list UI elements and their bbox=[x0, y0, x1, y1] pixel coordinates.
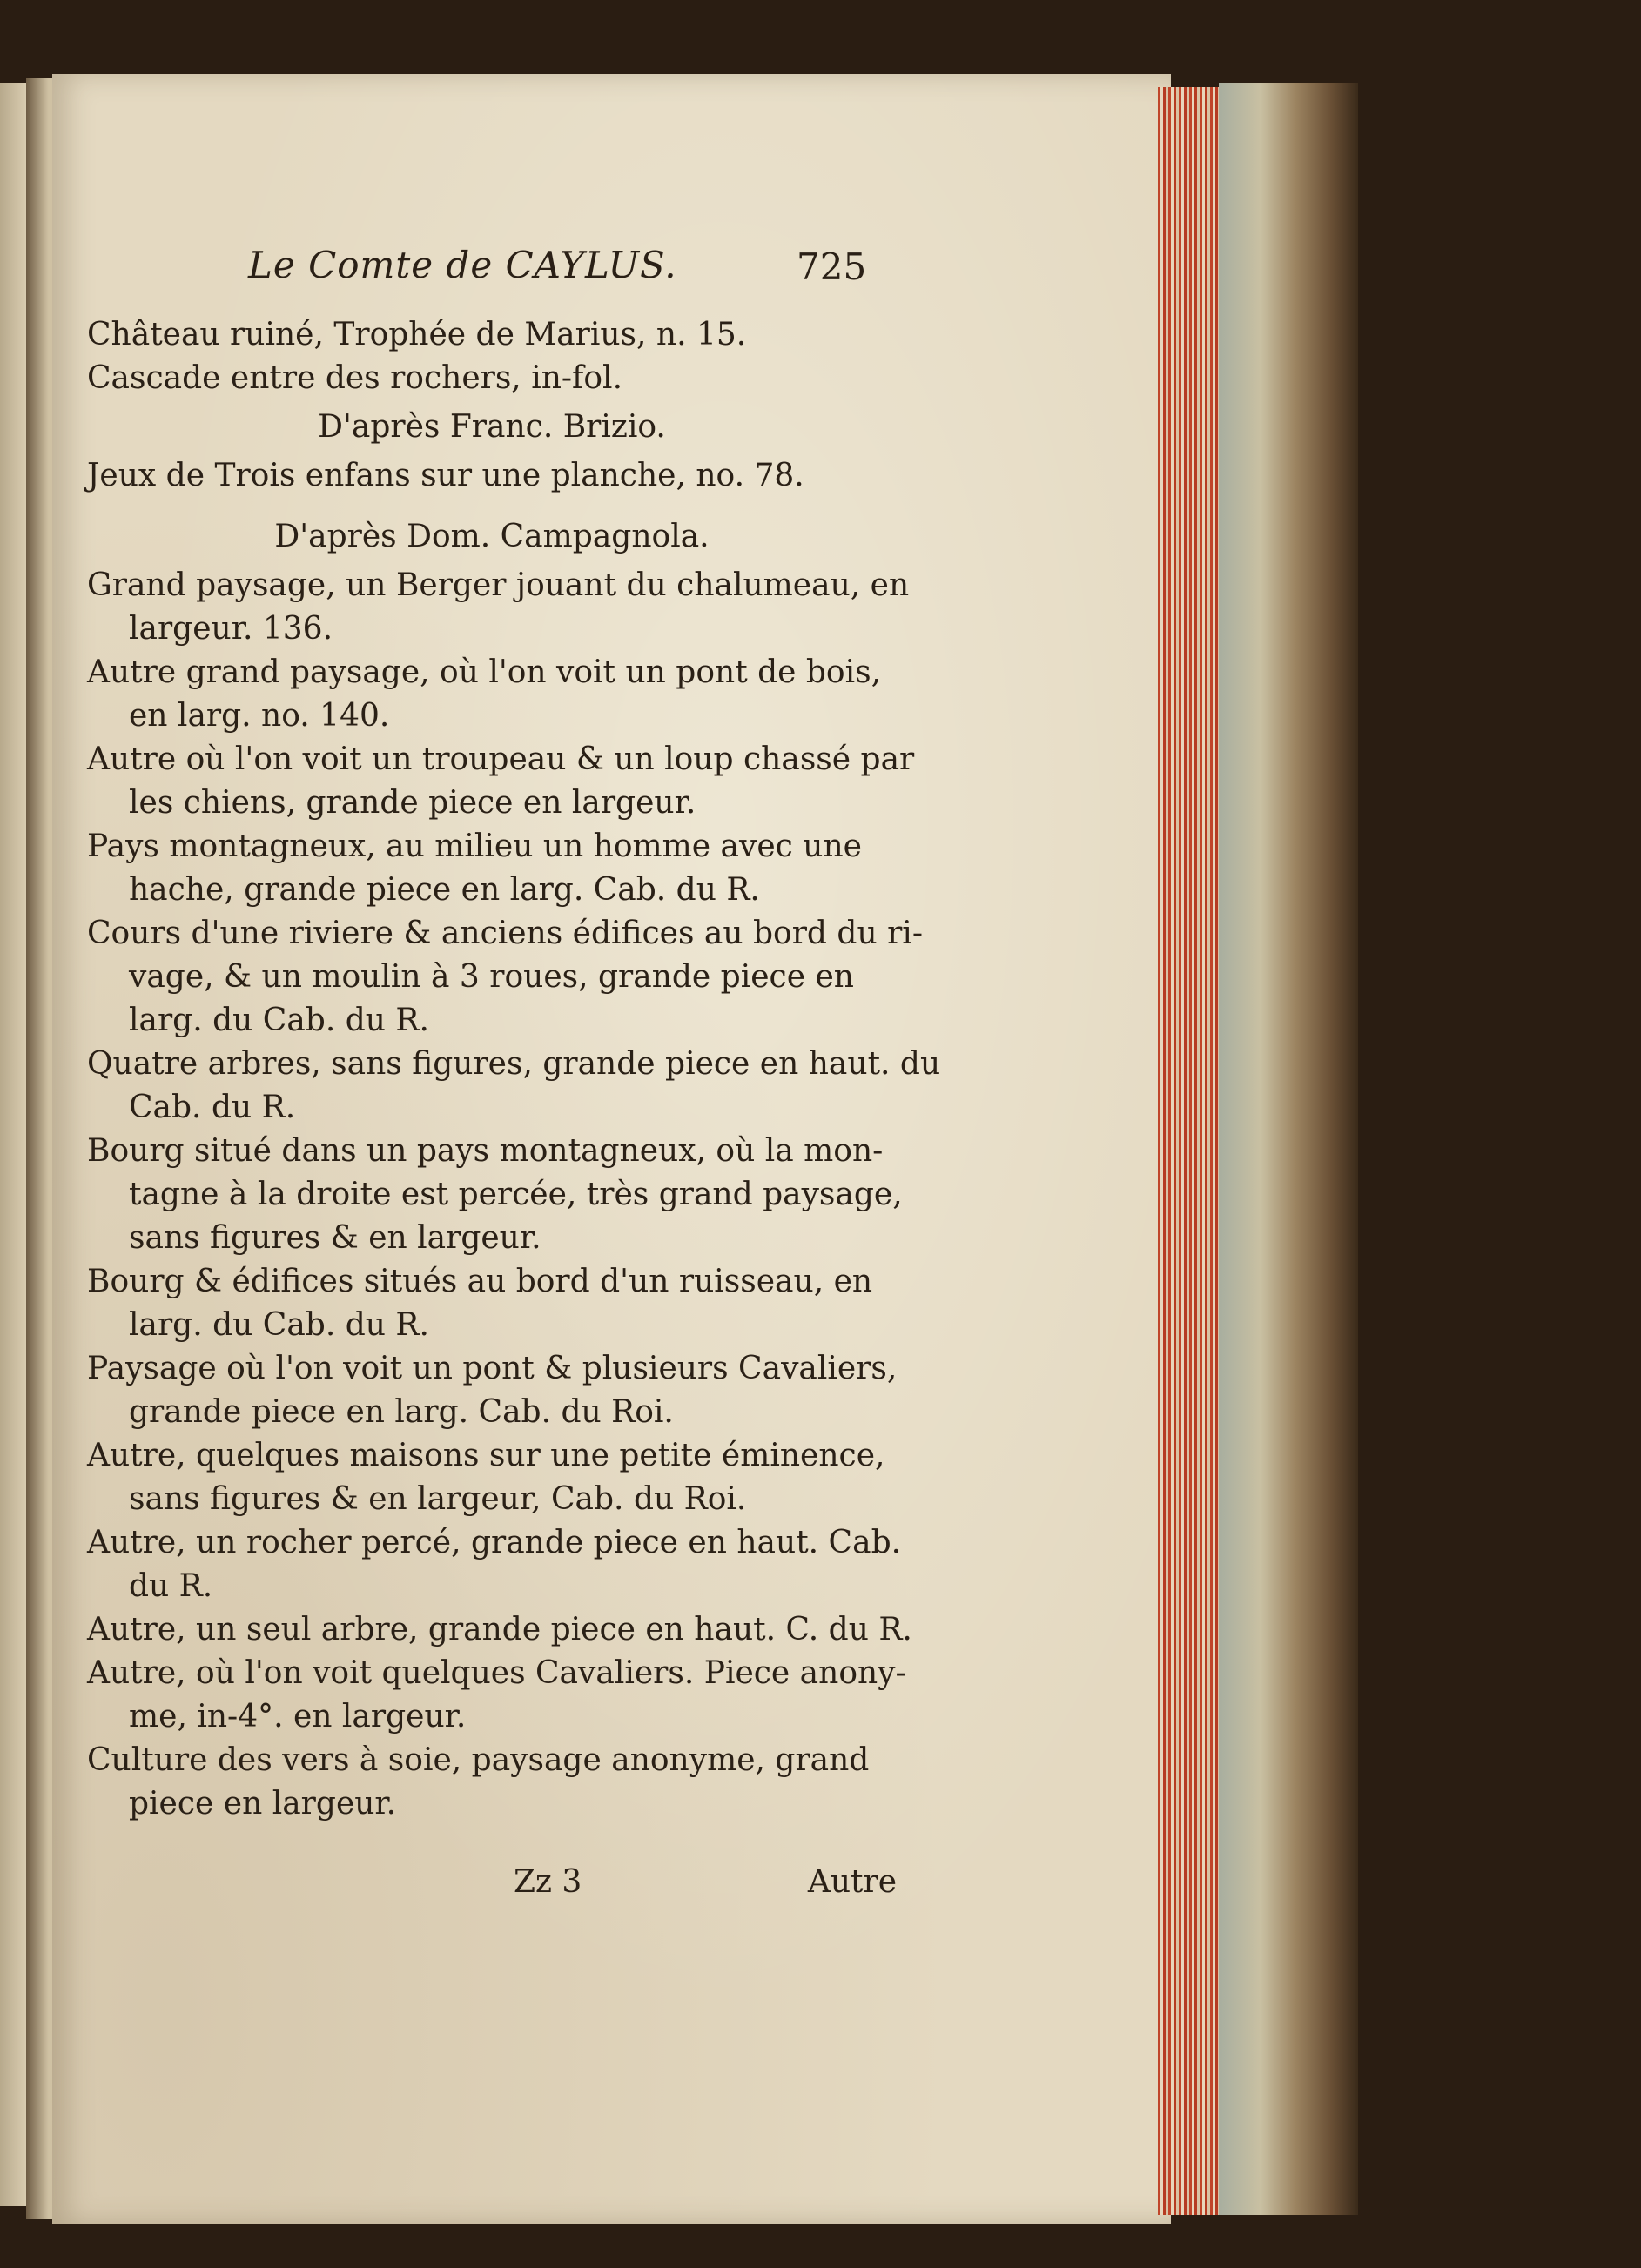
catalog-entry: Cascade entre des rochers, in-fol. bbox=[87, 360, 623, 396]
catalog-entry: Cours d'une riviere & anciens édifices au bord du ri- bbox=[87, 916, 923, 951]
section-heading: D'après Dom. Campagnola. bbox=[274, 519, 710, 554]
catalog-entry-continuation: grande piece en larg. Cab. du Roi. bbox=[129, 1394, 674, 1430]
catalog-entry: Autre, où l'on voit quelques Cavaliers. Piece anony- bbox=[87, 1655, 906, 1691]
catalog-entry: Autre, un rocher percé, grande piece en haut. Cab. bbox=[87, 1525, 902, 1560]
catchword: Autre bbox=[807, 1864, 897, 1900]
page-content bbox=[87, 244, 941, 1913]
page-footer bbox=[87, 1861, 897, 1913]
catalog-entry-continuation: largeur. 136. bbox=[129, 611, 333, 647]
catalog-entry: Bourg situé dans un pays montagneux, où la mon- bbox=[87, 1133, 884, 1169]
page-edges-red bbox=[1158, 87, 1219, 2215]
catalog-entry: Grand paysage, un Berger jouant du chalumeau, en bbox=[87, 567, 910, 603]
catalog-entry-continuation: sans figures & en largeur, Cab. du Roi. bbox=[129, 1481, 747, 1517]
catalog-entry: Pays montagneux, au milieu un homme avec une bbox=[87, 829, 862, 864]
catalog-entry-continuation: vage, & un moulin à 3 roues, grande piece en bbox=[129, 959, 854, 995]
catalog-entry-continuation: hache, grande piece en larg. Cab. du R. bbox=[129, 872, 760, 908]
catalog-entry: Château ruiné, Trophée de Marius, n. 15. bbox=[87, 317, 747, 352]
catalog-entry-continuation: les chiens, grande piece en largeur. bbox=[129, 785, 696, 821]
catalog-entry: Culture des vers à soie, paysage anonyme, grand bbox=[87, 1742, 870, 1778]
section-heading: D'après Franc. Brizio. bbox=[318, 409, 666, 445]
catalog-entry: Autre, quelques maisons sur une petite éminence, bbox=[87, 1438, 885, 1473]
catalog-entry-continuation: me, in-4°. en largeur. bbox=[129, 1699, 467, 1735]
book-gutter bbox=[26, 78, 52, 2219]
page-number: 725 bbox=[797, 245, 867, 288]
catalog-entry-continuation: larg. du Cab. du R. bbox=[129, 1003, 429, 1038]
page-header bbox=[87, 244, 897, 313]
catalog-entry: Quatre arbres, sans figures, grande piece en haut. du bbox=[87, 1046, 941, 1082]
facing-page-edge bbox=[0, 83, 26, 2206]
catalog-entry: Paysage où l'on voit un pont & plusieurs Cavaliers, bbox=[87, 1351, 898, 1386]
catalog-entry-continuation: sans figures & en largeur. bbox=[129, 1220, 541, 1256]
catalog-entry-continuation: tagne à la droite est percée, très grand paysage, bbox=[129, 1177, 903, 1212]
catalog-entry-continuation: piece en largeur. bbox=[129, 1786, 397, 1822]
catalog-entry-continuation: en larg. no. 140. bbox=[129, 698, 390, 734]
catalog-entry: Autre grand paysage, où l'on voit un pont de bois, bbox=[87, 654, 882, 690]
catalog-entry: Autre, un seul arbre, grande piece en haut. C. du R. bbox=[87, 1612, 912, 1647]
catalog-entry: Autre où l'on voit un troupeau & un loup chassé par bbox=[87, 741, 915, 777]
catalog-entry-continuation: larg. du Cab. du R. bbox=[129, 1307, 429, 1343]
spacer bbox=[87, 498, 897, 510]
book-cover-edge bbox=[1219, 83, 1358, 2215]
signature-mark: Zz 3 bbox=[514, 1864, 582, 1900]
catalog-entry-continuation: Cab. du R. bbox=[129, 1090, 296, 1125]
catalog-entry: Bourg & édifices situés au bord d'un ruisseau, en bbox=[87, 1264, 873, 1299]
running-head: Le Comte de CAYLUS. bbox=[248, 244, 677, 286]
catalog-entry-continuation: du R. bbox=[129, 1568, 213, 1604]
catalog-entry: Jeux de Trois enfans sur une planche, no. 78. bbox=[87, 458, 804, 493]
